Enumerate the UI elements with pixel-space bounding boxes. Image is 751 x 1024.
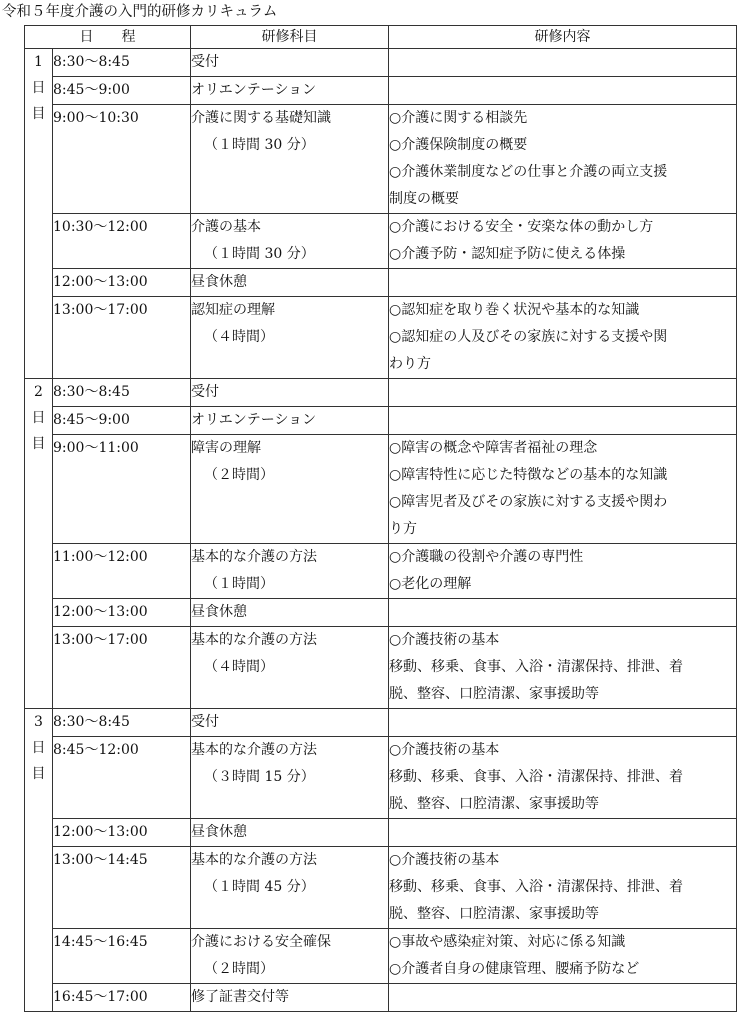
day-label-char: 目	[31, 766, 46, 782]
content-cell	[389, 297, 737, 379]
content-line: ○介護に関する相談先	[389, 110, 528, 126]
time-text: 12:00〜13:00	[53, 274, 148, 290]
schedule-row	[25, 297, 737, 379]
header-row	[25, 26, 737, 49]
time-text: 8:30〜8:45	[53, 384, 130, 400]
day-label	[25, 709, 53, 1012]
subject-duration: （１時間 30 分）	[204, 137, 315, 153]
subject-title: 障害の理解	[191, 440, 261, 456]
time-cell	[53, 77, 191, 105]
time-cell	[53, 214, 191, 269]
time-text: 14:45〜16:45	[53, 934, 148, 950]
header-content: 研修内容	[389, 26, 737, 49]
schedule-row	[25, 847, 737, 929]
subject-cell	[191, 599, 389, 627]
time-text: 9:00〜11:00	[53, 440, 139, 456]
content-line: ○介護技術の基本	[389, 852, 500, 868]
time-cell	[53, 105, 191, 214]
content-cell	[389, 77, 737, 105]
subject-duration: （１時間）	[204, 576, 274, 592]
schedule-row	[25, 269, 737, 297]
subject-cell	[191, 49, 389, 77]
header-schedule	[25, 26, 191, 49]
header-schedule-char-2: 程	[121, 29, 136, 45]
content-cell	[389, 407, 737, 435]
content-line: 移動、移乗、食事、入浴・清潔保持、排泄、着	[389, 769, 683, 785]
content-line: わり方	[389, 356, 431, 372]
content-line: ○介護保険制度の概要	[389, 137, 528, 153]
subject-title: 受付	[191, 54, 219, 70]
header-subject: 研修科目	[191, 26, 389, 49]
content-line: ○障害の概念や障害者福祉の理念	[389, 440, 598, 456]
content-line: り方	[389, 521, 417, 537]
time-text: 13:00〜17:00	[53, 632, 148, 648]
time-cell	[53, 847, 191, 929]
subject-duration: （２時間）	[204, 961, 274, 977]
schedule-row	[25, 737, 737, 819]
time-cell	[53, 407, 191, 435]
subject-cell	[191, 929, 389, 984]
schedule-row	[25, 407, 737, 435]
content-cell	[389, 269, 737, 297]
content-cell	[389, 49, 737, 77]
time-text: 12:00〜13:00	[53, 824, 148, 840]
content-line: ○認知症の人及びその家族に対する支援や関	[389, 329, 668, 345]
subject-title: 介護における安全確保	[191, 934, 331, 950]
content-cell	[389, 819, 737, 847]
schedule-row	[25, 77, 737, 105]
subject-cell	[191, 407, 389, 435]
content-line: ○介護休業制度などの仕事と介護の両立支援	[389, 164, 668, 180]
content-cell	[389, 435, 737, 544]
content-cell	[389, 929, 737, 984]
time-text: 13:00〜14:45	[53, 852, 148, 868]
day-label-char: 日	[31, 80, 46, 96]
time-text: 10:30〜12:00	[53, 219, 148, 235]
subject-duration: （２時間）	[204, 467, 274, 483]
content-line: 脱、整容、口腔清潔、家事援助等	[389, 686, 599, 702]
content-line: ○老化の理解	[389, 576, 472, 592]
subject-cell	[191, 847, 389, 929]
content-line: ○介護職の役割や介護の専門性	[389, 549, 584, 565]
subject-title: 基本的な介護の方法	[191, 632, 317, 648]
content-line: ○介護者自身の健康管理、腰痛予防など	[389, 961, 640, 977]
content-cell	[389, 847, 737, 929]
subject-cell	[191, 544, 389, 599]
schedule-row	[25, 599, 737, 627]
time-text: 9:00〜10:30	[53, 110, 139, 126]
subject-cell	[191, 819, 389, 847]
schedule-row	[25, 819, 737, 847]
content-cell	[389, 599, 737, 627]
time-text: 16:45〜17:00	[53, 989, 148, 1005]
table-header	[25, 26, 737, 49]
subject-title: 修了証書交付等	[191, 989, 289, 1005]
time-text: 8:45〜9:00	[53, 412, 130, 428]
content-line: ○事故や感染症対策、対応に係る知識	[389, 934, 626, 950]
subject-title: 介護に関する基礎知識	[191, 110, 331, 126]
table-body	[25, 49, 737, 1012]
subject-title: 認知症の理解	[191, 302, 275, 318]
schedule-row	[25, 929, 737, 984]
time-cell	[53, 737, 191, 819]
subject-title: 介護の基本	[191, 219, 261, 235]
subject-cell	[191, 105, 389, 214]
content-line: 移動、移乗、食事、入浴・清潔保持、排泄、着	[389, 659, 683, 675]
subject-title: 受付	[191, 384, 219, 400]
subject-title: オリエンテーション	[191, 82, 317, 98]
subject-cell	[191, 214, 389, 269]
schedule-row	[25, 627, 737, 709]
subject-title: オリエンテーション	[191, 412, 317, 428]
time-cell	[53, 819, 191, 847]
subject-cell	[191, 709, 389, 737]
subject-title: 昼食休憩	[191, 604, 247, 620]
subject-title: 基本的な介護の方法	[191, 742, 317, 758]
content-line: ○介護技術の基本	[389, 742, 500, 758]
content-line: ○介護技術の基本	[389, 632, 500, 648]
content-cell	[389, 379, 737, 407]
time-cell	[53, 49, 191, 77]
time-text: 8:45〜12:00	[53, 742, 139, 758]
time-cell	[53, 435, 191, 544]
content-cell	[389, 627, 737, 709]
time-text: 13:00〜17:00	[53, 302, 148, 318]
time-text: 8:30〜8:45	[53, 54, 130, 70]
schedule-row	[25, 379, 737, 407]
schedule-row	[25, 105, 737, 214]
content-cell	[389, 984, 737, 1012]
subject-cell	[191, 737, 389, 819]
time-cell	[53, 627, 191, 709]
content-line: 移動、移乗、食事、入浴・清潔保持、排泄、着	[389, 879, 683, 895]
time-cell	[53, 599, 191, 627]
subject-title: 昼食休憩	[191, 824, 247, 840]
schedule-row	[25, 49, 737, 77]
subject-cell	[191, 297, 389, 379]
curriculum-table	[24, 25, 737, 1012]
content-cell	[389, 544, 737, 599]
schedule-row	[25, 544, 737, 599]
subject-duration: （４時間）	[204, 659, 274, 675]
time-text: 8:45〜9:00	[53, 82, 130, 98]
day-label-char: 2	[34, 384, 43, 400]
time-cell	[53, 544, 191, 599]
time-cell	[53, 297, 191, 379]
time-cell	[53, 709, 191, 737]
header-schedule-char-1: 日	[79, 29, 94, 45]
content-line: 制度の概要	[389, 191, 459, 207]
time-cell	[53, 379, 191, 407]
subject-cell	[191, 435, 389, 544]
day-label-char: 目	[31, 106, 46, 122]
day-label-char: 日	[31, 410, 46, 426]
subject-cell	[191, 627, 389, 709]
schedule-row	[25, 984, 737, 1012]
day-label	[25, 49, 53, 379]
day-label-char: 1	[34, 54, 43, 70]
content-line: ○介護予防・認知症予防に使える体操	[389, 246, 626, 262]
time-text: 12:00〜13:00	[53, 604, 148, 620]
page-title: 令和５年度介護の入門的研修カリキュラム	[2, 4, 278, 20]
content-cell	[389, 214, 737, 269]
time-text: 11:00〜12:00	[53, 549, 148, 565]
subject-title: 基本的な介護の方法	[191, 549, 317, 565]
subject-cell	[191, 379, 389, 407]
time-cell	[53, 929, 191, 984]
content-line: ○障害児者及びその家族に対する支援や関わ	[389, 494, 668, 510]
day-label	[25, 379, 53, 709]
subject-duration: （１時間 30 分）	[204, 246, 315, 262]
subject-title: 基本的な介護の方法	[191, 852, 317, 868]
time-cell	[53, 984, 191, 1012]
subject-cell	[191, 984, 389, 1012]
day-label-char: 目	[31, 436, 46, 452]
subject-cell	[191, 269, 389, 297]
schedule-row	[25, 214, 737, 269]
day-label-char: 日	[31, 740, 46, 756]
schedule-row	[25, 709, 737, 737]
subject-duration: （４時間）	[204, 329, 274, 345]
content-cell	[389, 737, 737, 819]
content-line: ○障害特性に応じた特徴などの基本的な知識	[389, 467, 668, 483]
time-text: 8:30〜8:45	[53, 714, 130, 730]
day-label-char: 3	[34, 714, 43, 730]
content-cell	[389, 709, 737, 737]
subject-duration: （１時間 45 分）	[204, 879, 315, 895]
content-line: ○認知症を取り巻く状況や基本的な知識	[389, 302, 640, 318]
schedule-row	[25, 435, 737, 544]
subject-cell	[191, 77, 389, 105]
content-line: 脱、整容、口腔清潔、家事援助等	[389, 796, 599, 812]
subject-title: 受付	[191, 714, 219, 730]
time-cell	[53, 269, 191, 297]
content-line: 脱、整容、口腔清潔、家事援助等	[389, 906, 599, 922]
subject-duration: （３時間 15 分）	[204, 769, 315, 785]
subject-title: 昼食休憩	[191, 274, 247, 290]
content-cell	[389, 105, 737, 214]
content-line: ○介護における安全・安楽な体の動かし方	[389, 219, 654, 235]
